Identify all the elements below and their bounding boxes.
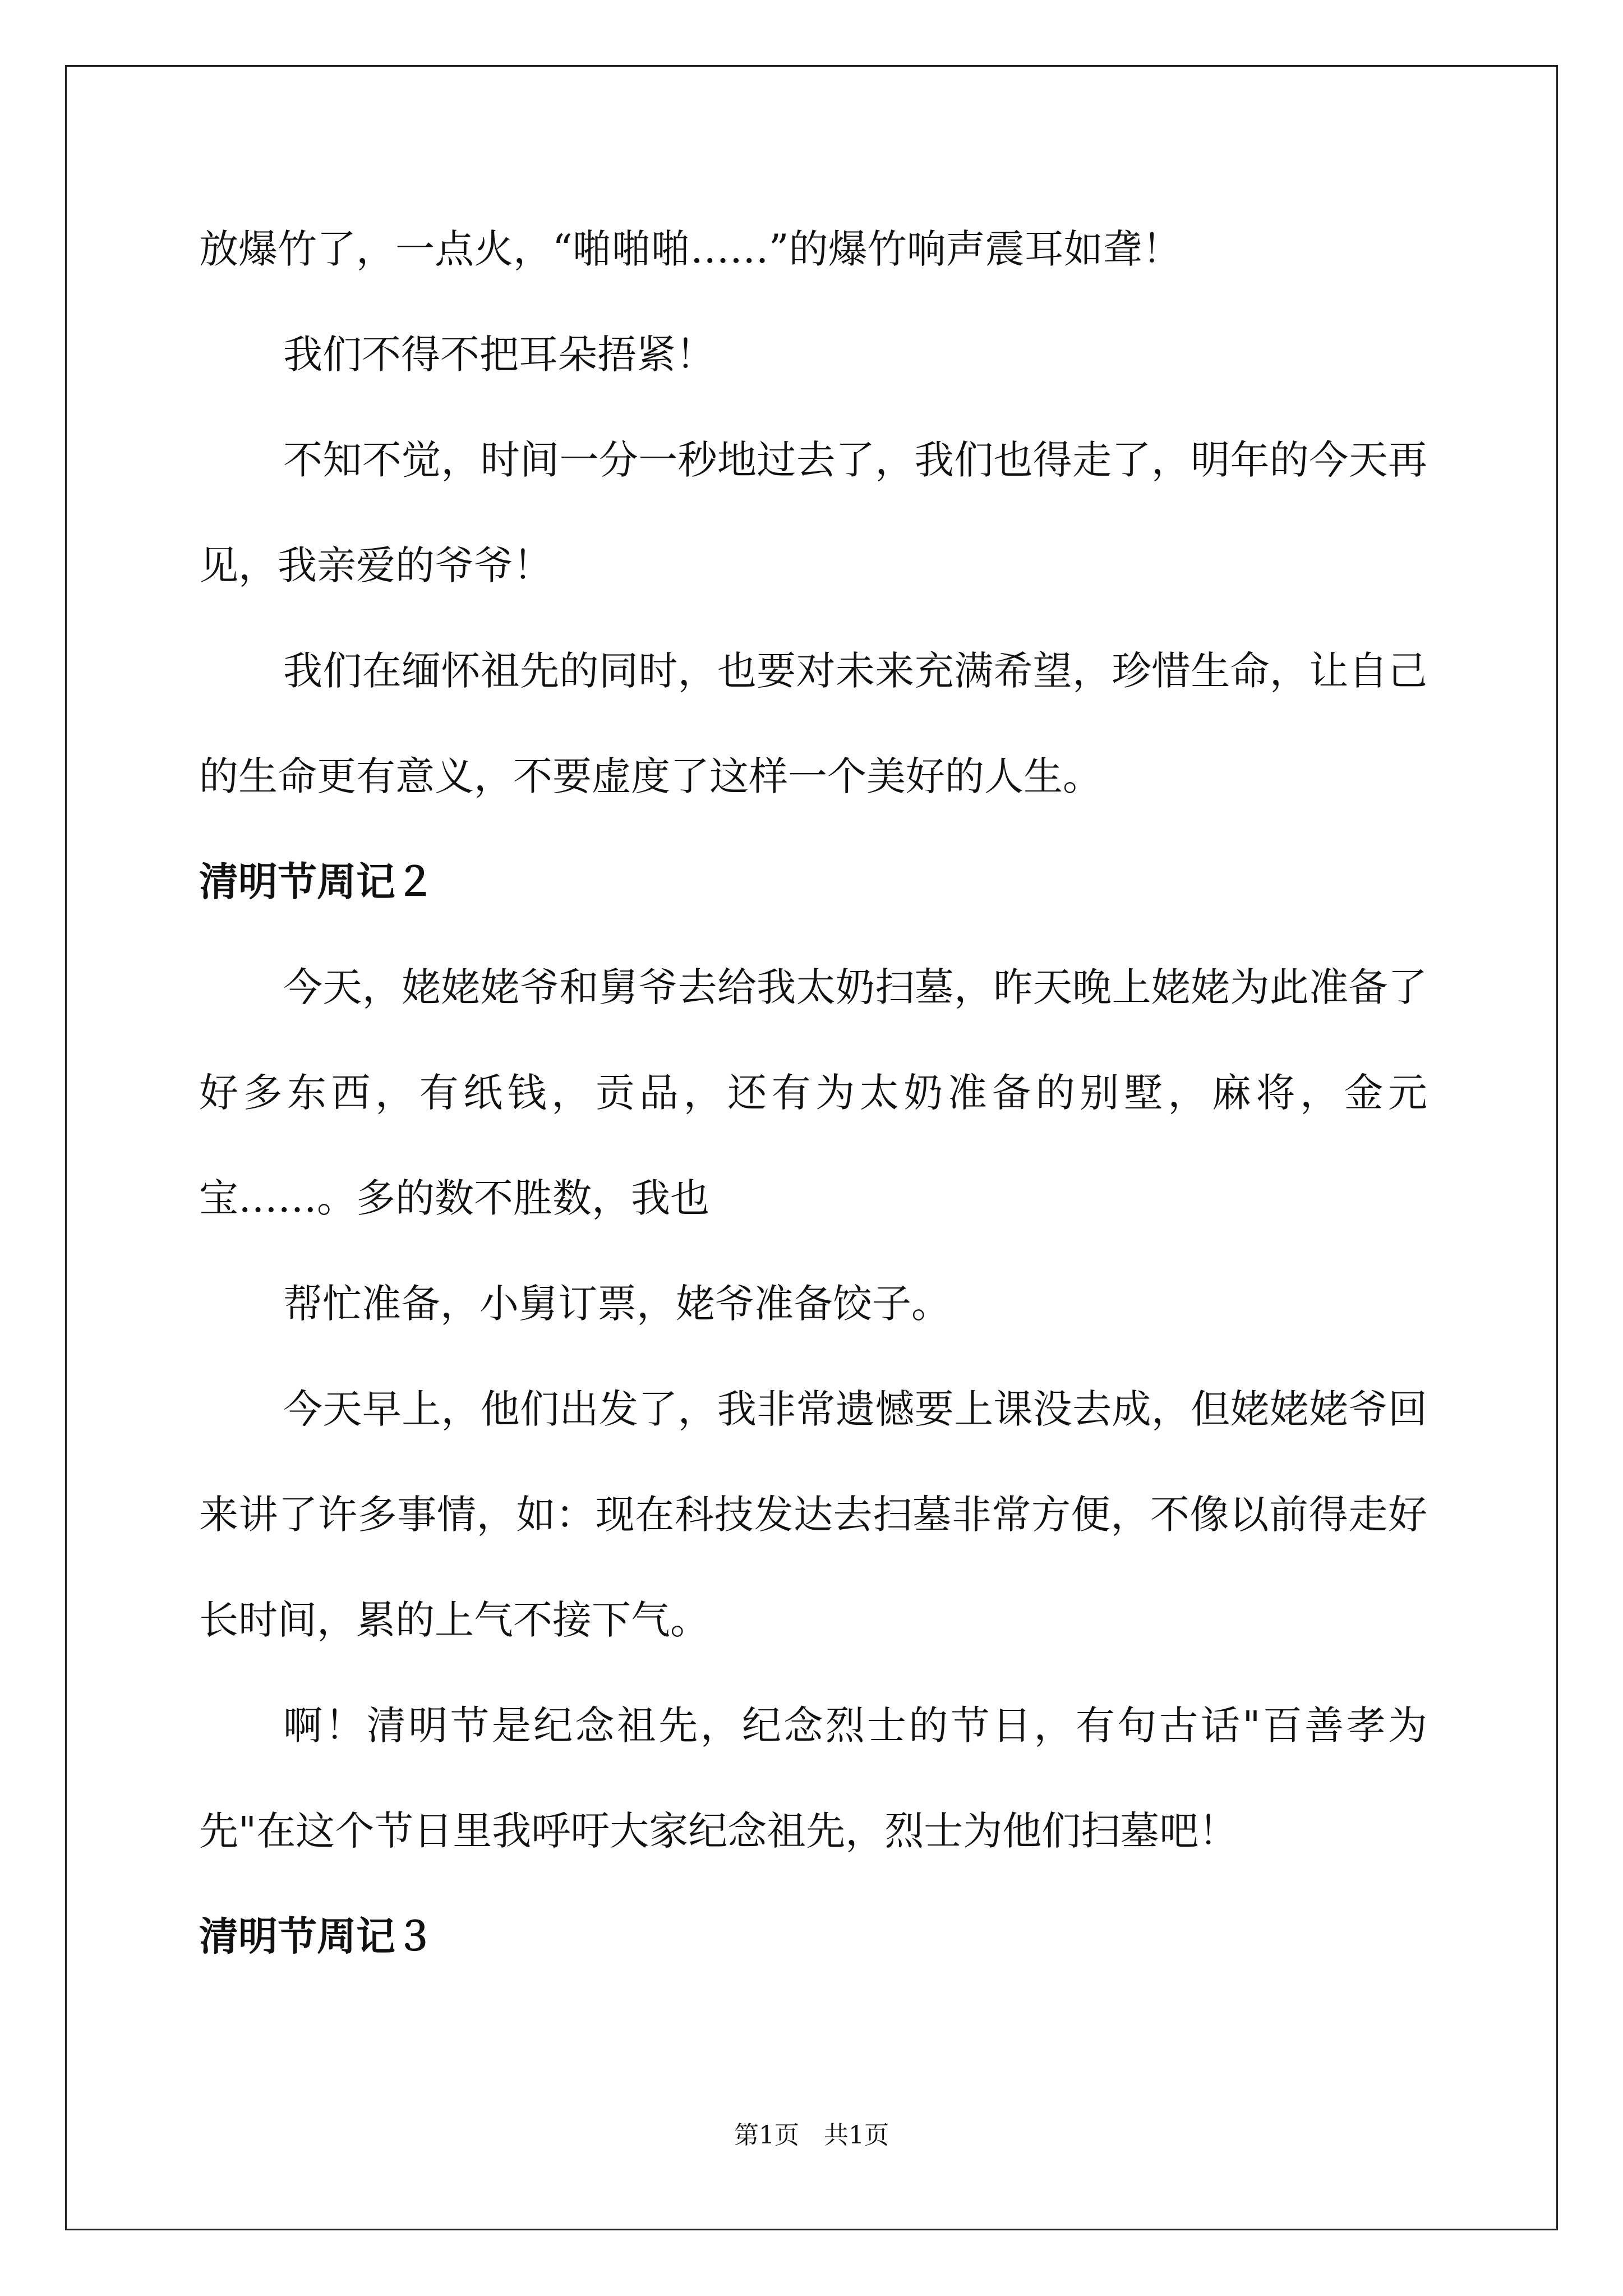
paragraph-8: 啊！清明节是纪念祖先，纪念烈士的节日，有句古话"百善孝为先"在这个节日里我呼吁大家纪念祖先，烈士为他们扫墓吧！ <box>199 1703 1427 1854</box>
paragraph-4: 我们在缅怀祖先的同时，也要对未来充满希望，珍惜生命，让自己的生命更有意义，不要虚度了这样一个美好的人生。 <box>199 648 1427 799</box>
page-footer <box>0 2115 1623 2151</box>
paragraph-2: 我们不得不把耳朵捂紧！ <box>283 332 715 378</box>
paragraph-6: 帮忙准备，小舅订票，姥爷准备饺子。 <box>283 1281 951 1327</box>
paragraph-3: 不知不觉，时间一分一秒地过去了，我们也得走了，明年的今天再见，我亲爱的爷爷！ <box>199 437 1427 588</box>
section-heading-3: 清明节周记３ <box>199 1913 435 1959</box>
page-number-label: 第1页 共1页 <box>734 2121 889 2150</box>
paragraph-1: 放爆竹了，一点火，“啪啪啪……”的爆竹响声震耳如聋！ <box>199 226 1182 272</box>
paragraph-5: 今天，姥姥姥爷和舅爷去给我太奶扫墓，昨天晚上姥姥为此准备了好多东西，有纸钱，贡品，还有为太奶准备的别墅，麻将，金元宝……。多的数不胜数，我也 <box>199 964 1427 1221</box>
section-heading-2: 清明节周记２ <box>199 858 435 905</box>
document-body <box>199 196 1427 1989</box>
paragraph-7: 今天早上，他们出发了，我非常遗憾要上课没去成，但姥姥姥爷回来讲了许多事情，如：现在科技发达去扫墓非常方便，不像以前得走好长时间，累的上气不接下气。 <box>199 1386 1427 1643</box>
